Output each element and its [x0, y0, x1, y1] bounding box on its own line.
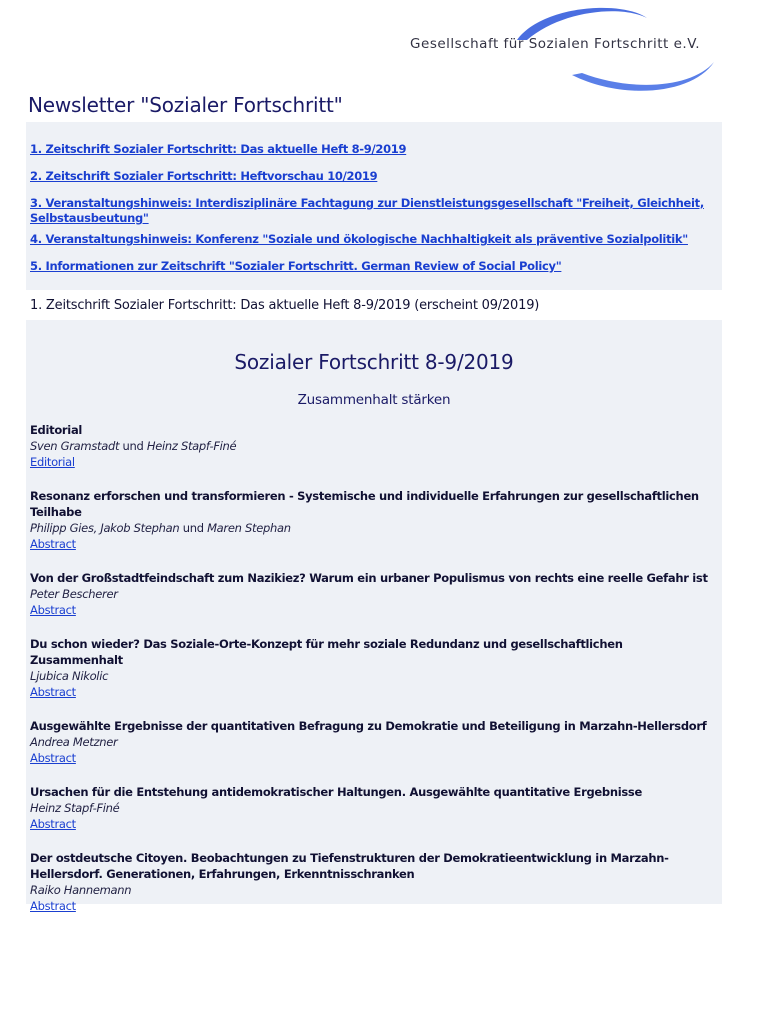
article-authors: Andrea Metzner — [30, 735, 118, 749]
author-connector: und — [182, 521, 204, 535]
issue-title: Sozialer Fortschritt 8-9/2019 — [234, 350, 514, 374]
article-title: Ausgewählte Ergebnisse der quantitativen Befragung zu Demokratie und Beteiligung in Marzahn-Hellersdorf — [30, 719, 707, 733]
article-title: Du schon wieder? Das Soziale-Orte-Konzept für mehr soziale Redundanz und gesellschaftlichen Zusammenhalt — [30, 637, 623, 667]
issue-subtitle: Zusammenhalt stärken — [297, 392, 451, 408]
toc-link-1[interactable]: 1. Zeitschrift Sozialer Fortschritt: Das aktuelle Heft 8-9/2019 — [30, 142, 407, 156]
editorial-link[interactable]: Editorial — [30, 455, 75, 469]
abstract-link[interactable]: Abstract — [30, 537, 76, 551]
article-item — [30, 850, 718, 914]
author-connector: und — [122, 439, 144, 453]
toc-link-5[interactable]: 5. Informationen zur Zeitschrift "Sozialer Fortschritt. German Review of Social Policy" — [30, 259, 562, 273]
article-title: Ursachen für die Entstehung antidemokratischer Haltungen. Ausgewählte quantitative Ergebnisse — [30, 785, 642, 799]
article-item — [30, 488, 718, 552]
table-of-contents — [26, 122, 722, 290]
article-authors: Raiko Hannemann — [30, 883, 132, 897]
article-item — [30, 570, 718, 618]
article-authors: Ljubica Nikolic — [30, 669, 109, 683]
abstract-link[interactable]: Abstract — [30, 899, 76, 913]
author: Sven Gramstadt — [30, 439, 120, 453]
toc-link-4[interactable]: 4. Veranstaltungshinweis: Konferenz "Soziale und ökologische Nachhaltigkeit als präventive Sozialpolitik" — [30, 232, 688, 246]
author: Maren Stephan — [207, 521, 291, 535]
toc-link-2[interactable]: 2. Zeitschrift Sozialer Fortschritt: Heftvorschau 10/2019 — [30, 169, 378, 183]
toc-link-3[interactable]: 3. Veranstaltungshinweis: Interdisziplinäre Fachtagung zur Dienstleistungsgesellschaft "Freiheit, Gleichheit, Selbstausbeutung" — [30, 196, 704, 225]
author: Heinz Stapf-Finé — [146, 439, 237, 453]
article-title: Resonanz erforschen und transformieren - Systemische und individuelle Erfahrungen zur gesellschaftlichen Teilhabe — [30, 489, 699, 519]
article-authors: Heinz Stapf-Finé — [30, 801, 120, 815]
section-heading: 1. Zeitschrift Sozialer Fortschritt: Das aktuelle Heft 8-9/2019 (erscheint 09/2019) — [26, 290, 722, 320]
abstract-link[interactable]: Abstract — [30, 603, 76, 617]
header — [26, 0, 722, 122]
abstract-link[interactable]: Abstract — [30, 751, 76, 765]
page-title: Newsletter "Sozialer Fortschritt" — [28, 93, 343, 117]
abstract-link[interactable]: Abstract — [30, 817, 76, 831]
article-title: Editorial — [30, 423, 83, 437]
issue-content — [26, 320, 722, 913]
article-title: Von der Großstadtfeindschaft zum Nazikiez? Warum ein urbaner Populismus von rechts eine reelle Gefahr ist — [30, 571, 708, 585]
article-item — [30, 636, 718, 700]
newsletter — [26, 0, 722, 913]
article-title: Der ostdeutsche Citoyen. Beobachtungen zu Tiefenstrukturen der Demokratieentwicklung in Marzahn-Hellersdorf. Generationen, Erfahrungen, Erkenntnisschranken — [30, 851, 669, 881]
article-authors — [30, 438, 718, 454]
author: Philipp Gies, Jakob Stephan — [30, 521, 180, 535]
abstract-link[interactable]: Abstract — [30, 685, 76, 699]
article-authors — [30, 520, 718, 536]
article-item — [30, 718, 718, 766]
org-name: Gesellschaft für Sozialen Fortschritt e.V. — [410, 36, 700, 52]
article-item — [30, 784, 718, 832]
article-authors: Peter Bescherer — [30, 587, 118, 601]
article-item — [30, 422, 718, 470]
